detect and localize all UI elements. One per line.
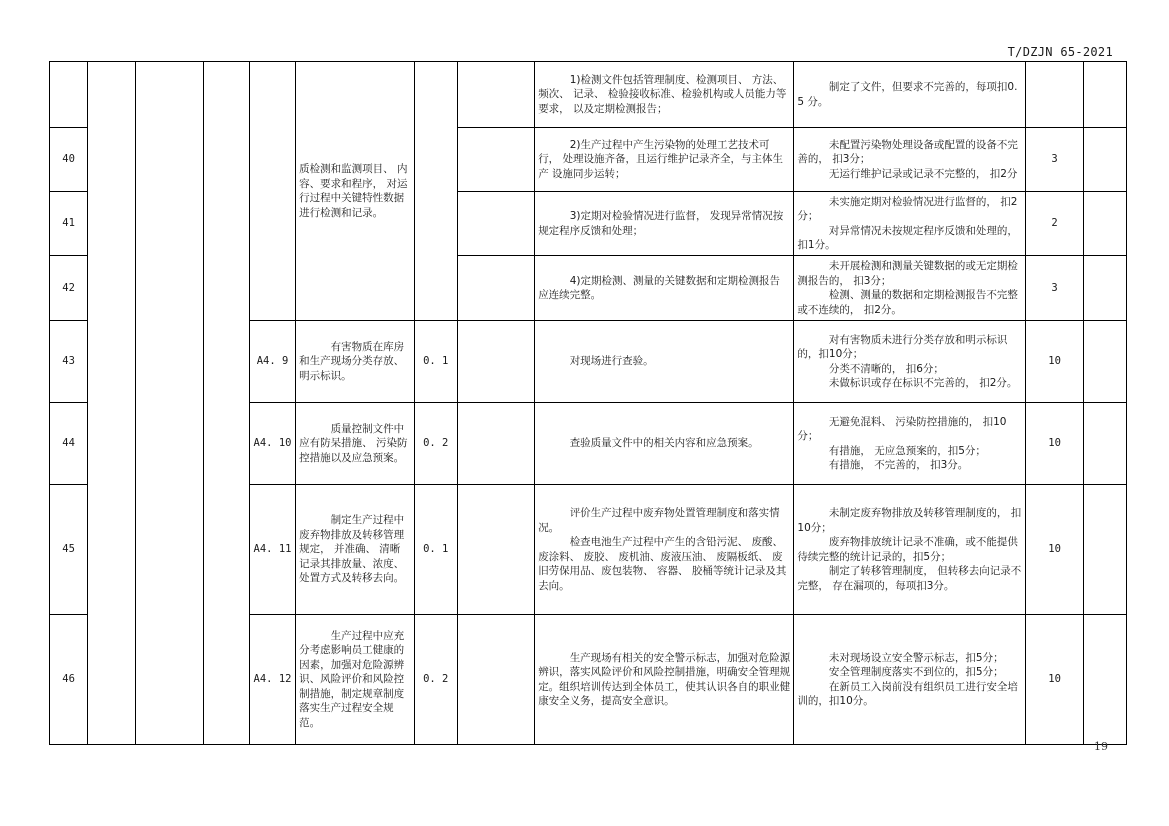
deduction-rule-cell (794, 256, 1026, 321)
weight-cell: 0. 2 (414, 403, 457, 485)
evaluation-method-cell (535, 485, 794, 615)
item-content-cell: 有害物质在库房和生产现场分类存放、 明示标识。 (296, 321, 415, 403)
blank-cell (457, 615, 534, 745)
code-cell: A4. 11 (249, 485, 295, 615)
score-cell: 10 (1026, 485, 1083, 615)
item-content-cell: 生产过程中应充分考虑影响员工健康的因素，加强对危险源辨识、风险评价和风险控制措施，制定规章制度落实生产过程安全规范。 (296, 615, 415, 745)
code-cell: A4. 9 (249, 321, 295, 403)
item-content-cell: 制定生产过程中废弃物排放及转移管理规定， 并准确、 清晰记录其排放量、浓度、处置方式及转移去向。 (296, 485, 415, 615)
deduction-rule-cell (794, 192, 1026, 256)
blank-cell (457, 485, 534, 615)
category-l2-cell (136, 62, 203, 745)
actual-score-cell (1083, 62, 1126, 128)
code-cell (249, 62, 295, 321)
score-cell: 10 (1026, 615, 1083, 745)
deduction-line: 分类不清晰的， 扣6分； (828, 362, 944, 375)
actual-score-cell (1083, 485, 1126, 615)
deduction-rule-cell (794, 615, 1026, 745)
blank-cell (457, 192, 534, 256)
deduction-line: 未配置污染物处理设备或配置的设备不完善的， 扣3分； (797, 138, 1018, 166)
blank-cell (457, 321, 534, 403)
deduction-line: 未做标识或存在标识不完善的， 扣2分。 (828, 377, 1018, 389)
code-cell: A4. 10 (249, 403, 295, 485)
blank-cell (457, 128, 534, 192)
weight-cell: 0. 1 (414, 321, 457, 403)
row-number-cell: 44 (50, 403, 88, 485)
evaluation-method-cell: 对现场进行查验。 (535, 321, 794, 403)
deduction-rule-cell (794, 321, 1026, 403)
score-cell: 10 (1026, 321, 1083, 403)
method-line: 评价生产过程中废弃物处置管理制度和落实情况。 (538, 507, 780, 534)
score-cell (1026, 62, 1083, 128)
evaluation-method-cell: 生产现场有相关的安全警示标志，加强对危险源辨识，落实风险评价和风险控制措施，明确安全管理规定。组织培训传达到全体员工，使其认识各自的职业健康安全义务，提高安全意识。 (535, 615, 794, 745)
evaluation-method-cell: 4)定期检测、测量的关键数据和定期检测报告应连续完整。 (535, 256, 794, 321)
row-number-cell: 42 (50, 256, 88, 321)
deduction-line: 在新员工入岗前没有组织员工进行安全培训的，扣10分。 (797, 680, 1018, 707)
deduction-line: 废弃物排放统计记录不准确，或不能提供待续完整的统计记录的，扣5分； (797, 536, 1018, 563)
deduction-line: 未对现场设立安全警示标志，扣5分； (828, 651, 1004, 664)
deduction-line: 对有害物质未进行分类存放和明示标识的，扣10分； (797, 333, 1008, 360)
weight-cell: 0. 1 (414, 485, 457, 615)
deduction-rule-cell: 制定了文件，但要求不完善的，每项扣0. 5 分。 (794, 62, 1026, 128)
evaluation-method-cell: 2)生产过程中产生污染物的处理工艺技术可行， 处理设施齐备，且运行维护记录齐全，与主体生产 设施同步运转； (535, 128, 794, 192)
deduction-line: 有措施， 无应急预案的，扣5分； (828, 444, 986, 457)
code-cell: A4. 12 (249, 615, 295, 745)
row-number-cell (50, 62, 88, 128)
category-l3-cell (203, 62, 249, 745)
deduction-line: 对异常情况未按规定程序反馈和处理的， 扣1分。 (797, 224, 1018, 251)
score-cell: 10 (1026, 403, 1083, 485)
actual-score-cell (1083, 192, 1126, 256)
score-cell: 3 (1026, 256, 1083, 321)
score-cell: 2 (1026, 192, 1083, 256)
deduction-line: 有措施， 不完善的， 扣3分。 (828, 459, 969, 471)
deduction-rule-cell (794, 403, 1026, 485)
deduction-rule-cell (794, 128, 1026, 192)
evaluation-method-cell: 3)定期对检验情况进行监督， 发现异常情况按规定程序反馈和处理； (535, 192, 794, 256)
deduction-line: 未开展检测和测量关键数据的或无定期检测报告的， 扣3分； (797, 260, 1018, 287)
weight-cell: 0. 2 (414, 615, 457, 745)
deduction-line: 未实施定期对检验情况进行监督的， 扣2分； (797, 195, 1018, 222)
row-number-cell: 40 (50, 128, 88, 192)
document-id: T/DZJN 65-2021 (1007, 45, 1113, 59)
deduction-rule-cell (794, 485, 1026, 615)
actual-score-cell (1083, 321, 1126, 403)
actual-score-cell (1083, 128, 1126, 192)
blank-cell (457, 256, 534, 321)
row-number-cell: 45 (50, 485, 88, 615)
actual-score-cell (1083, 615, 1126, 745)
deduction-line: 安全管理制度落实不到位的，扣5分； (828, 666, 1004, 678)
method-line: 检查电池生产过程中产生的含铅污泥、 废酸、 废涂料、 废胶、 废机油、废液压油、 废隔板纸、 废旧劳保用品、废包装物、 容器、 胶桶等统计记录及其去向。 (538, 536, 787, 592)
evaluation-method-cell: 1)检测文件包括管理制度、检测项目、 方法、 频次、 记录、 检验接收标准、检验机构或人员能力等要求， 以及定期检测报告； (535, 62, 794, 128)
deduction-line: 制定了转移管理制度， 但转移去向记录不完整， 存在漏项的，每项扣3分。 (797, 565, 1022, 592)
page-number: 19 (1094, 740, 1108, 753)
evaluation-method-cell: 查验质量文件中的相关内容和应急预案。 (535, 403, 794, 485)
category-l1-cell (88, 62, 136, 745)
table-row-continued (50, 62, 1127, 128)
row-number-cell: 41 (50, 192, 88, 256)
actual-score-cell (1083, 256, 1126, 321)
score-cell: 3 (1026, 128, 1083, 192)
actual-score-cell (1083, 403, 1126, 485)
deduction-line: 检测、测量的数据和定期检测报告不完整或不连续的， 扣2分。 (797, 289, 1018, 316)
deduction-line: 无运行维护记录或记录不完整的， 扣2分 (828, 167, 1018, 180)
row-number-cell: 46 (50, 615, 88, 745)
item-content-cell: 质量控制文件中应有防呆措施、 污染防控措施以及应急预案。 (296, 403, 415, 485)
blank-cell (457, 403, 534, 485)
weight-cell (414, 62, 457, 321)
deduction-line: 无避免混料、 污染防控措施的， 扣10分； (797, 415, 1007, 442)
row-number-cell: 43 (50, 321, 88, 403)
item-content-cell: 质检测和监测项目、 内容、要求和程序， 对运行过程中关键特性数据进行检测和记录。 (296, 62, 415, 321)
blank-cell (457, 62, 534, 128)
evaluation-table (49, 61, 1127, 745)
deduction-line: 未制定废弃物排放及转移管理制度的， 扣10分； (797, 507, 1022, 534)
